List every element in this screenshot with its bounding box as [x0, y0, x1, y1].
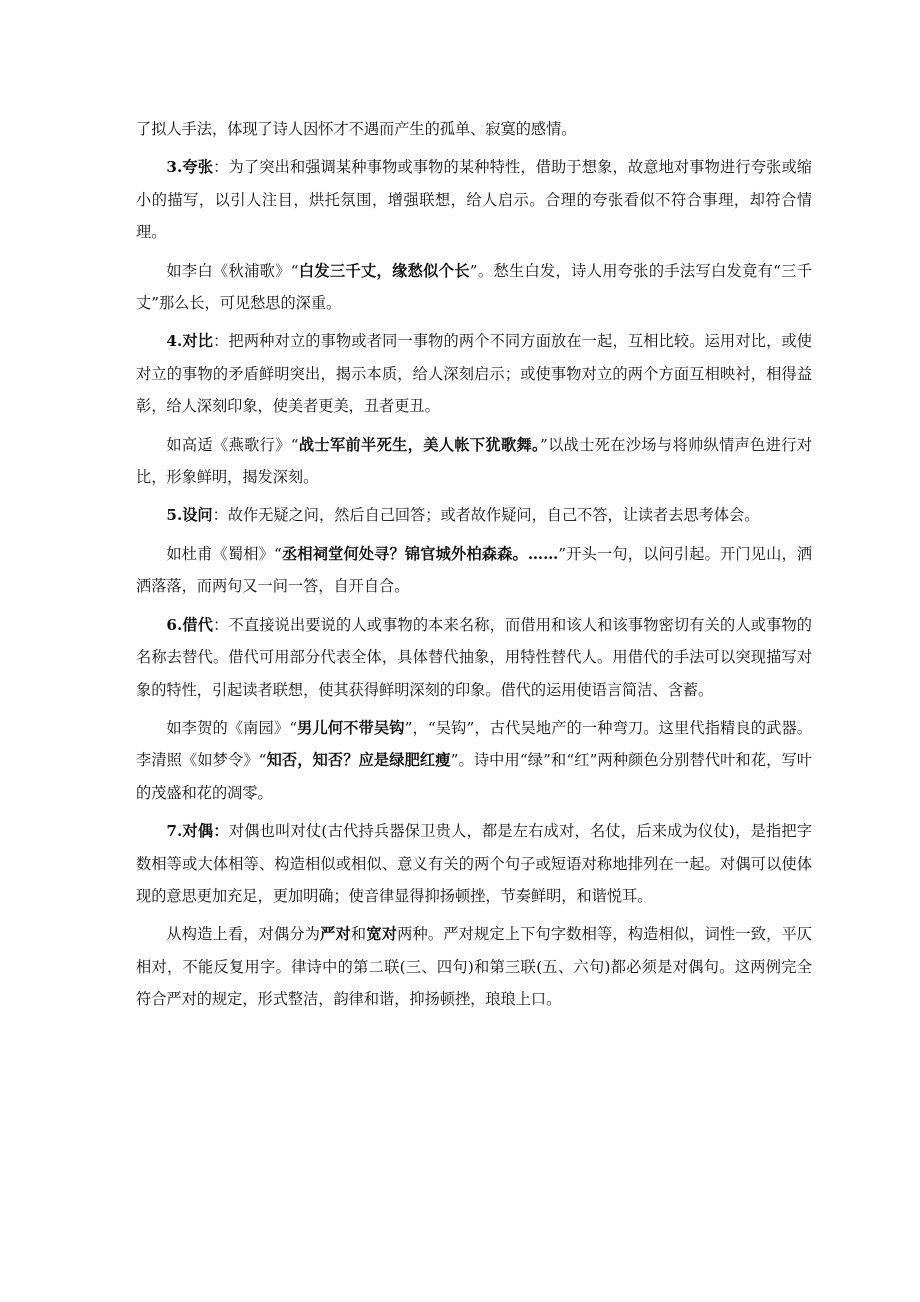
bold-text: 知否，知否？应是绿肥红瘦 — [266, 751, 451, 770]
bold-text: 5.设问 — [166, 506, 213, 525]
body-text: ”，“吴钩”，古代吴地产的一种弯刀。这里代指精良的武器。李清照《如梦令》“ — [136, 718, 812, 770]
bold-text: 宽对 — [366, 925, 398, 944]
bold-text: 严对 — [320, 925, 351, 944]
body-text: ：不直接说出要说的人或事物的本来名称，而借用和该人和该事物密切有关的人或事物的名称去替代。借代可用部分代表全体，具体替代抽象，用特性替代人。用借代的手法可以突现描写对象的特性，引起读者联想，使其获得鲜明深刻的印象。借代的运用使语言简洁、含蓄。 — [136, 615, 812, 699]
body-text: ”。诗中用“绿”和“红”两种颜色分别替代叶和花，写叶的茂盛和花的凋零。 — [136, 751, 813, 802]
paragraph-p6 — [136, 499, 812, 531]
paragraph-p2 — [136, 151, 812, 248]
body-text: 如李贺的《南园》“ — [166, 718, 297, 737]
bold-text: 白发三千丈，缘愁似个长 — [298, 261, 470, 280]
bold-text: 7.对偶： — [166, 822, 229, 841]
bold-text: 6.借代 — [166, 615, 214, 634]
paragraph-p4 — [136, 325, 812, 422]
paragraph-p9 — [136, 712, 812, 809]
body-text: 如高适《燕歌行》“ — [166, 435, 299, 454]
paragraph-p5 — [136, 429, 812, 494]
paragraph-p3 — [136, 255, 812, 320]
body-text: 了拟人手法，体现了诗人因怀才不遇而产生的孤单、寂寞的感情。 — [136, 120, 577, 138]
bold-text: 丞相祠堂何处寻？锦官城外柏森森。…… — [281, 544, 559, 563]
paragraph-p8 — [136, 609, 812, 706]
body-text: ：为了突出和强调某种事物或事物的某种特性，借助于想象，故意地对事物进行夸张或缩小的描写，以引人注目，烘托氛围，增强联想，给人启示。合理的夸张看似不符合事理，却符合情理。 — [136, 158, 812, 242]
paragraph-p7 — [136, 538, 812, 603]
bold-text: 3.夸张 — [166, 158, 214, 177]
paragraph-p10 — [136, 815, 812, 912]
body-text: ”以战士死在沙场与将帅纵情声色进行对比，形象鲜明，揭发深刻。 — [136, 435, 813, 487]
body-text: 从构造上看，对偶分为 — [166, 925, 321, 944]
paragraph-p11 — [136, 918, 812, 1015]
paragraph-p1 — [136, 113, 812, 145]
body-text: 两种。严对规定上下句字数相等，构造相似，词性一致，平仄相对，不能反复用字。律诗中的第二联(三、四句)和第三联(五、六句)都必须是对偶句。这两例完全符合严对的规定，形式整洁，韵律和谐，抑扬顿挫，琅琅上口。 — [136, 925, 813, 1009]
bold-text: 男儿何不带吴钩 — [296, 718, 405, 737]
bold-text: 4.对比 — [166, 332, 214, 351]
body-text: ”开头一句，以问引起。开门见山，洒洒落落，而两句又一问一答，自开自合。 — [136, 544, 813, 596]
body-text: 对偶也叫对仗(古代持兵器保卫贵人，都是左右成对，名仗，后来成为仪仗)，是指把字数相等或大体相等、构造相似或相似、意义有关的两个句子或短语对称地排列在一起。对偶可以使体现的意思更加充足，更加明确；使音律显得抑扬顿挫，节奏鲜明，和谐悦耳。 — [136, 822, 813, 905]
document-body — [136, 113, 812, 1022]
body-text: ：故作无疑之问，然后自己回答；或者故作疑问，自己不答，让读者去思考体会。 — [212, 506, 760, 525]
body-text: 如杜甫《蜀相》“ — [166, 544, 282, 563]
body-text: 如李白《秋浦歌》“ — [166, 261, 299, 280]
body-text: 和 — [350, 925, 367, 944]
bold-text: 战士军前半死生，美人帐下犹歌舞。 — [298, 435, 540, 454]
body-text: ”。愁生白发，诗人用夸张的手法写白发竟有“三千丈”那么长，可见愁思的深重。 — [136, 261, 813, 313]
body-text: ：把两种对立的事物或者同一事物的两个不同方面放在一起，互相比较。运用对比，或使对立的事物的矛盾鲜明突出，揭示本质，给人深刻启示；或使事物对立的两个方面互相映衬，相得益彰，给人深刻印象，使美者更美，丑者更丑。 — [136, 332, 812, 416]
